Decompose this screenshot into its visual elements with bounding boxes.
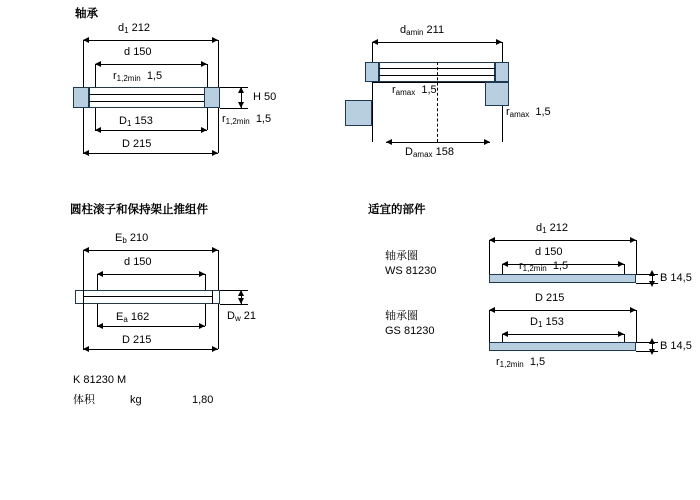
mount-centerline — [437, 62, 438, 142]
dim-Ea-label: $E_a$ 162 — [116, 311, 150, 324]
ext-line-roller-D-right — [218, 304, 219, 349]
dim-ws-r12min-label: $r_{1,2min}$ 1,5 — [519, 260, 569, 273]
dim-line-d1 — [83, 40, 218, 41]
ext-line-roller-D-left — [83, 304, 84, 349]
dim-line-roller-d — [97, 274, 205, 275]
dim-line-gs-D1 — [502, 334, 624, 335]
section-title-components: 适宜的部件 — [368, 204, 426, 216]
cage-mid-line — [83, 296, 213, 297]
dim-roller-D-label: D 215 — [122, 334, 152, 346]
ext-line-d1-left — [83, 40, 84, 88]
dim-arrow-gs-B-bottom — [649, 349, 655, 355]
section-title-bearing: 轴承 — [75, 8, 98, 20]
ext-line-d-right — [207, 64, 208, 88]
bearing-washer-left-outer — [73, 87, 89, 108]
ext-line-gs-D1-right — [624, 334, 625, 342]
ext-line-D1-right — [207, 108, 208, 130]
dim-line-Ea — [97, 326, 205, 327]
dim-ws-d1-label: $d_1$ 212 — [536, 222, 568, 235]
dim-line-Damax — [386, 142, 490, 143]
ext-line-ws-B-bottom — [636, 283, 658, 284]
dim-arrow-Damax-right — [484, 139, 490, 145]
washer-top-caption1: 轴承圈 — [385, 250, 418, 262]
ext-line-d1-right — [218, 40, 219, 88]
mass-unit: kg — [130, 394, 142, 406]
ext-line-D-right — [218, 108, 219, 153]
bearing-washer-right-outer — [204, 87, 220, 108]
ext-line-ws-d1-left — [489, 240, 490, 274]
ext-line-ws-d-left — [502, 264, 503, 274]
ext-line-gs-D-right — [636, 310, 637, 342]
dim-Eb-label: $E_b$ 210 — [115, 232, 149, 245]
dim-arrow-ws-B-bottom — [649, 281, 655, 287]
dim-arrow-roller-D-right — [212, 346, 218, 352]
dim-ramax-left-label: $r_{amax}$ 1,5 — [392, 84, 437, 97]
dim-line-Eb — [83, 250, 218, 251]
roller-designation: K 81230 M — [73, 374, 127, 386]
mass-label: 体积 — [73, 394, 95, 406]
dim-Dw-label: $D_w$ 21 — [227, 310, 257, 323]
ext-line-Eb-left — [83, 250, 84, 290]
washer-top-body — [489, 274, 636, 283]
ext-line-roller-d-left — [97, 274, 98, 290]
dim-line-D1 — [95, 130, 207, 131]
ext-line-gs-B-top — [636, 342, 658, 343]
ext-line-damin-right — [502, 42, 503, 62]
mount-washer-right-top — [495, 62, 509, 82]
ext-line-ws-d1-right — [636, 240, 637, 274]
cage-divider-right — [212, 290, 213, 304]
dim-arrow-D-left — [83, 150, 89, 156]
washer-bottom-body — [489, 342, 636, 351]
dim-line-gs-D — [489, 310, 636, 311]
dim-ws-d-label: d 150 — [535, 246, 563, 258]
mount-washer-left-top — [365, 62, 379, 82]
dim-arrow-D1-left — [95, 127, 101, 133]
dim-damin-label: $d_{amin}$ 211 — [400, 24, 445, 37]
cage-body — [75, 290, 220, 304]
dim-roller-d-label: d 150 — [124, 256, 152, 268]
dim-ramax-right-label: $r_{amax}$ 1,5 — [506, 106, 551, 119]
ext-line-Eb-right — [218, 250, 219, 290]
dim-line-d — [95, 64, 207, 65]
ext-line-d-left — [95, 64, 96, 88]
ext-line-gs-B-bottom — [636, 351, 658, 352]
bearing-body — [89, 87, 212, 108]
ext-line-gs-D1-left — [502, 334, 503, 342]
ext-line-D-left — [83, 108, 84, 153]
bearing-inner-line-top — [89, 94, 212, 95]
dim-arrow-Ea-left — [97, 323, 103, 329]
ext-line-Dw-bottom — [220, 304, 248, 305]
dim-ws-B-label: B 14,5 — [660, 272, 692, 284]
ext-line-H-bottom — [220, 108, 248, 109]
dim-arrow-Ea-right — [199, 323, 205, 329]
dim-r12min-right-label: $r_{1,2min}$ 1,5 — [222, 113, 272, 126]
ext-line-roller-d-right — [205, 274, 206, 290]
dim-gs-D-label: D 215 — [535, 292, 565, 304]
section-title-rollers: 圆柱滚子和保持架止推组件 — [70, 204, 208, 216]
dim-arrow-Damax-left — [386, 139, 392, 145]
washer-top-caption2: WS 81230 — [385, 265, 437, 277]
ext-line-damin-left — [372, 42, 373, 62]
dim-arrow-gs-B-top — [649, 338, 655, 344]
dim-d-label: d 150 — [124, 46, 152, 58]
dim-r12min-top-label: $r_{1,2min}$ 1,5 — [113, 70, 163, 83]
dim-D-label: D 215 — [122, 138, 152, 150]
mount-housing-left-edge — [372, 82, 373, 142]
dim-arrow-roller-D-left — [83, 346, 89, 352]
ext-line-ws-d-right — [624, 264, 625, 274]
dim-arrow-D1-right — [201, 127, 207, 133]
dim-line-roller-D — [83, 349, 218, 350]
dim-H-label: H 50 — [253, 91, 277, 103]
bearing-inner-line-bottom — [89, 101, 212, 102]
cage-divider-left — [83, 290, 84, 304]
ext-line-gs-D-left — [489, 310, 490, 342]
dim-gs-D1-label: $D_1$ 153 — [530, 316, 564, 329]
dim-gs-B-label: B 14,5 — [660, 340, 692, 352]
mount-support-left — [345, 100, 372, 126]
ext-line-Dw-top — [220, 290, 248, 291]
dim-gs-r12min-label: $r_{1,2min}$ 1,5 — [496, 356, 546, 369]
ext-line-Ea-right — [205, 304, 206, 326]
ext-line-ws-B-top — [636, 274, 658, 275]
ext-line-H-top — [220, 87, 248, 88]
dim-arrow-ws-B-top — [649, 270, 655, 276]
washer-bottom-caption1: 轴承圈 — [385, 310, 418, 322]
mass-value: 1,80 — [192, 394, 214, 406]
mount-support-right — [485, 82, 509, 106]
dim-Damax-label: $D_{amax}$ 158 — [405, 146, 454, 159]
dim-d1-label: $d_1$ 212 — [118, 22, 150, 35]
dim-D1-label: $D_1$ 153 — [119, 115, 153, 128]
washer-bottom-caption2: GS 81230 — [385, 325, 435, 337]
dim-line-ws-d1 — [489, 240, 636, 241]
dim-arrow-D-right — [212, 150, 218, 156]
dim-line-D — [83, 153, 218, 154]
dim-line-damin — [372, 42, 502, 43]
